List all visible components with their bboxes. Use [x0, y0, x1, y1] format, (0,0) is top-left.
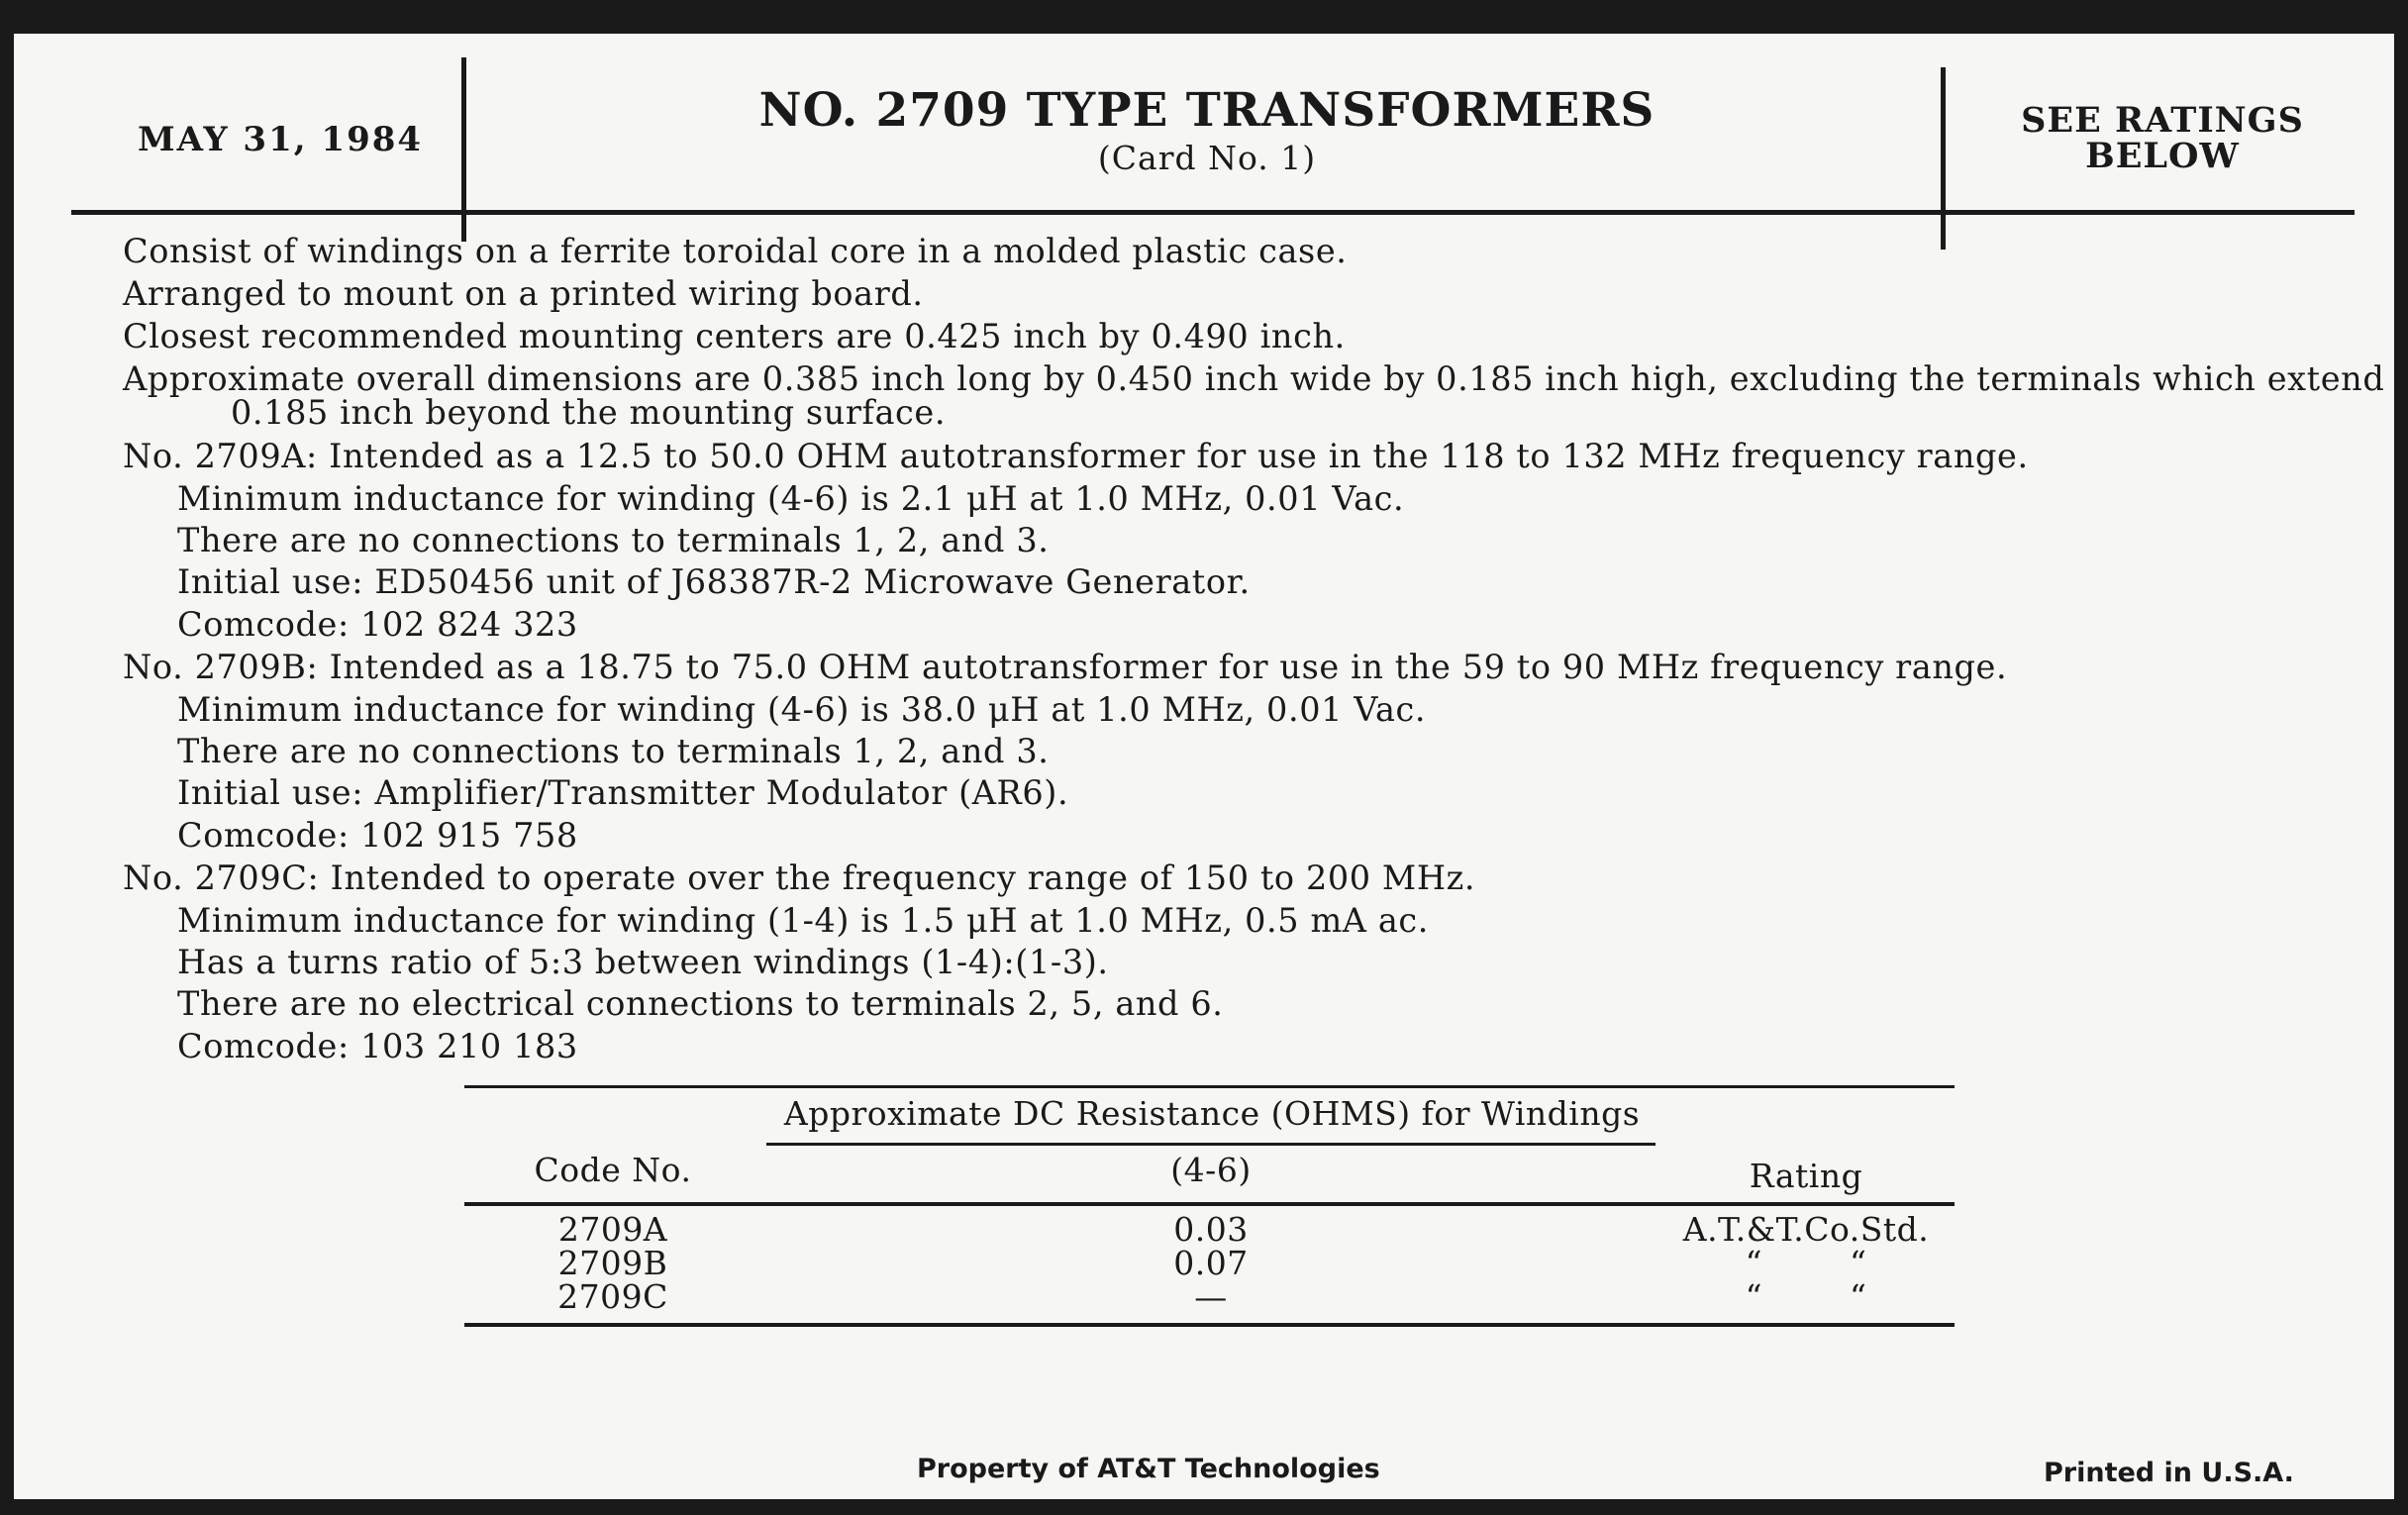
- spec-2709a-line: Initial use: ED50456 unit of J68387R-2 Microwave Generator.: [177, 562, 1251, 601]
- table-top-rule: [464, 1085, 1955, 1088]
- body-line: Closest recommended mounting centers are 0.425 inch by 0.490 inch.: [123, 317, 1346, 355]
- spec-2709c-line: Comcode: 103 210 183: [177, 1027, 578, 1065]
- table-group-header: Approximate DC Resistance (OHMS) for Windings: [783, 1094, 1641, 1133]
- ratings-note-line2: BELOW: [2085, 136, 2240, 176]
- spec-2709b-line: There are no connections to terminals 1, 2, and 3.: [177, 732, 1050, 770]
- table-header-rating: Rating: [1749, 1157, 1863, 1195]
- body-line: Arranged to mount on a printed wiring board.: [123, 274, 924, 313]
- card-number: (Card No. 1): [1097, 139, 1317, 177]
- spec-2709c-line: Minimum inductance for winding (1-4) is 1.5 μH at 1.0 MHz, 0.5 mA ac.: [177, 901, 1430, 940]
- table-cell-rating: “ “: [1745, 1244, 1867, 1282]
- table-cell-code: 2709B: [557, 1244, 668, 1282]
- table-cell-rating: “ “: [1745, 1277, 1867, 1316]
- footer-printed: Printed in U.S.A.: [2044, 1458, 2294, 1488]
- header-divider-right: [1941, 67, 1946, 250]
- table-cell-resistance: —: [1194, 1277, 1228, 1316]
- table-header-code: Code No.: [534, 1151, 692, 1189]
- footer-property: Property of AT&T Technologies: [917, 1454, 1380, 1484]
- spec-2709a-heading: No. 2709A: Intended as a 12.5 to 50.0 OHM autotransformer for use in the 118 to 132 MHz frequency range.: [123, 437, 2029, 475]
- page-title: NO. 2709 TYPE TRANSFORMERS: [758, 83, 1656, 138]
- spec-2709a-line: There are no connections to terminals 1, 2, and 3.: [177, 521, 1050, 559]
- table-cell-code: 2709A: [557, 1210, 668, 1249]
- table-cell-resistance: 0.03: [1173, 1210, 1249, 1249]
- body-line: 0.185 inch beyond the mounting surface.: [231, 393, 947, 432]
- body-line: Approximate overall dimensions are 0.385 inch long by 0.450 inch wide by 0.185 inch high, excluding the terminals which extend: [123, 359, 2385, 398]
- spec-2709a-line: Comcode: 102 824 323: [177, 605, 578, 644]
- table-cell-resistance: 0.07: [1173, 1244, 1249, 1282]
- spec-2709b-heading: No. 2709B: Intended as a 18.75 to 75.0 OHM autotransformer for use in the 59 to 90 MHz frequency range.: [123, 648, 2008, 686]
- card-date: MAY 31, 1984: [138, 120, 424, 159]
- header-rule: [71, 210, 2355, 215]
- spec-2709c-line: Has a turns ratio of 5:3 between windings (1-4):(1-3).: [177, 943, 1109, 981]
- table-cell-rating: A.T.&T.Co.Std.: [1682, 1210, 1930, 1249]
- spec-2709a-line: Minimum inductance for winding (4-6) is 2.1 μH at 1.0 MHz, 0.01 Vac.: [177, 479, 1405, 518]
- body-line: Consist of windings on a ferrite toroidal core in a molded plastic case.: [123, 232, 1348, 270]
- table-cell-code: 2709C: [557, 1277, 668, 1316]
- table-group-rule: [766, 1143, 1656, 1146]
- ratings-note: [1964, 100, 2360, 176]
- spec-2709b-line: Minimum inductance for winding (4-6) is 38.0 μH at 1.0 MHz, 0.01 Vac.: [177, 690, 1427, 729]
- ratings-note-line1: SEE RATINGS: [2021, 100, 2304, 141]
- table-header-winding: (4-6): [1170, 1151, 1252, 1189]
- spec-2709c-line: There are no electrical connections to terminals 2, 5, and 6.: [177, 984, 1224, 1023]
- spec-2709b-line: Comcode: 102 915 758: [177, 816, 578, 855]
- catalog-card: [14, 34, 2394, 1499]
- table-bottom-rule: [464, 1323, 1955, 1327]
- spec-2709c-heading: No. 2709C: Intended to operate over the frequency range of 150 to 200 MHz.: [123, 858, 1476, 897]
- table-header-rule: [464, 1202, 1955, 1206]
- spec-2709b-line: Initial use: Amplifier/Transmitter Modulator (AR6).: [177, 773, 1069, 812]
